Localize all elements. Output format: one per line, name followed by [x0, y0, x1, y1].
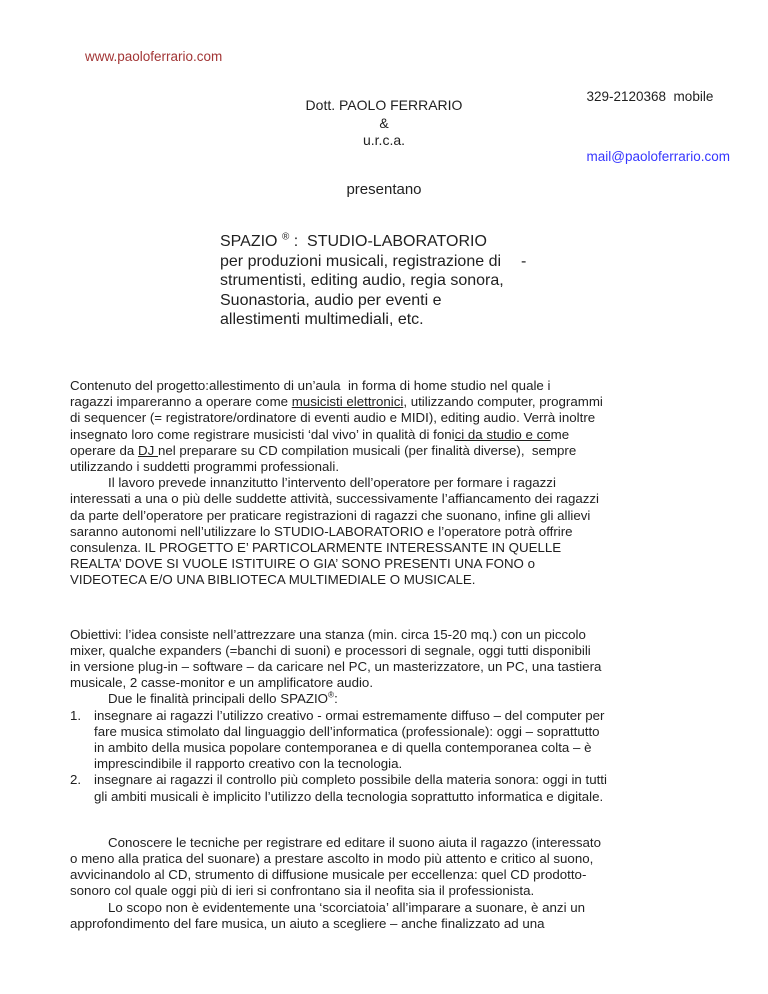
list-item: 1. insegnare ai ragazzi l’utilizzo creativo - ormai estremamente diffuso – del computer per fare musica stimolato dal linguaggio dell’informatica (professionale): oggi – soprattutto in ambito della musica popolare contemporanea e di quella contemporanea colta – è imprescindibile il rapporto creativo con la tecnologia.	[70, 707, 605, 772]
presenter-line: presentano	[346, 181, 422, 198]
text-segment: , utilizzando computer, programmi	[403, 394, 603, 410]
paragraph: Conoscere le tecniche per registrare ed editare il suono aiuta il ragazzo (interessato o meno alla pratica del suonare) a prestare ascolto in modo più attento e critico al suono, avvicinandolo al CD, strumento di diffusione musicale per eccellenza: quel CD prodotto- sonoro col quale oggi più di ieri si confrontano sia il neofita sia il professionista.	[70, 834, 601, 899]
paragraph: Lo scopo non è evidentemente una ‘scorciatoia’ all’imparare a suonare, è anzi un approfondimento del fare musica, un aiuto a scegliere – anche finalizzato ad una	[70, 899, 586, 931]
organization-name: u.r.c.a.	[362, 132, 406, 148]
title-block	[0, 97, 768, 150]
paragraph	[70, 691, 750, 707]
text-segment: ragazzi impareranno a operare come	[70, 394, 292, 410]
text-segment: per produzioni musicali, registrazione di	[220, 252, 502, 270]
list-marker: 1.	[70, 707, 82, 723]
website-link[interactable]: www.paoloferrario.com	[85, 49, 223, 64]
paragraph: Il lavoro prevede innanzitutto l’intervento dell’operatore per formare i ragazzi interessati a una o più delle suddette attività, successivamente l’affiancamento dei ragazzi da parte dell’operatore per praticare registrazioni di ragazzi che suonano, infine gli allievi saranno autonomi nell’utilizzare lo STUDIO-LABORATORIO e l’operatore potrà offrire consulenza. IL PROGETTO E’ PARTICOLARMENTE INTERESSANTE IN QUELLE REALTA’ DOVE SI VUOLE ISTITUIRE O GIA’ SONO PRESENTI UNA FONO o VIDEOTECA E/O UNA BIBLIOTECA MULTIMEDIALE O MUSICALE.	[70, 475, 599, 588]
text-segment: : STUDIO-LABORATORIO	[289, 233, 487, 250]
text-segment: operare da	[70, 442, 139, 458]
text-segment: insegnato loro come registrare musicisti ‘dal vivo’ in qualità di foni	[70, 426, 455, 442]
registered-mark: ®	[281, 231, 290, 243]
project-heading: SPAZIO ® : STUDIO-LABORATORIO per produzioni musicali, registrazione di - strumentisti, editing audio, regia sonora, Suonastoria, audio per eventi e allestimenti multimediali, etc.	[220, 231, 527, 329]
underlined-text: DJ	[138, 442, 158, 458]
paragraph: Obiettivi: l’idea consiste nell’attrezzare una stanza (min. circa 15-20 mq.) con un piccolo mixer, qualche expanders (=banchi di suoni) e processori di segnale, oggi tutti disponibili in versione plug-in – software – da caricare nel PC, un masterizzatore, un PC, una tastiera musicale, 2 casse-monitor e un amplificatore audio.	[70, 626, 602, 691]
text-segment: SPAZIO	[220, 233, 282, 250]
phone-number: 329-2120368 mobile	[586, 89, 714, 104]
text-segment: :	[334, 691, 338, 707]
text-segment: me	[550, 426, 570, 442]
paragraph-spacer	[70, 589, 750, 627]
text-segment: -	[521, 252, 527, 270]
underlined-text: ci da studio e co	[454, 426, 551, 442]
list-item: 2. insegnare ai ragazzi il controllo più completo possibile della materia sonora: oggi in tutti gli ambiti musicali è implicito l’utilizzo della tecnologia soprattutto informatica e digitale.	[70, 772, 607, 804]
underlined-text: musicisti elettronici	[291, 394, 404, 410]
ampersand: &	[379, 114, 389, 131]
author-name: Dott. PAOLO FERRARIO	[305, 97, 463, 113]
document-body	[70, 378, 750, 932]
text-segment: Due le finalità principali dello SPAZIO	[108, 691, 328, 707]
text-segment: nel preparare su CD compilation musicali (per finalità diverse), sempre	[157, 442, 577, 458]
paragraph: Contenuto del progetto:allestimento di un’aula in forma di home studio nel quale i ragazzi impareranno a operare come musicisti elettronici, utilizzando computer, programmi di sequencer (= registratore/ordinatore di eventi audio e MIDI), editing audio. Verrà inoltre insegnato loro come registrare musicisti ‘dal vivo’ in qualità di fonici da studio e come operare da DJ nel preparare su CD compilation musicali (per finalità diverse), sempre utilizzando i suddetti programmi professionali.	[70, 378, 603, 475]
list-marker: 2.	[70, 772, 82, 788]
paragraph-spacer	[70, 805, 750, 835]
registered-mark: ®	[328, 691, 335, 701]
email-link[interactable]: mail@paoloferrario.com	[586, 149, 730, 164]
